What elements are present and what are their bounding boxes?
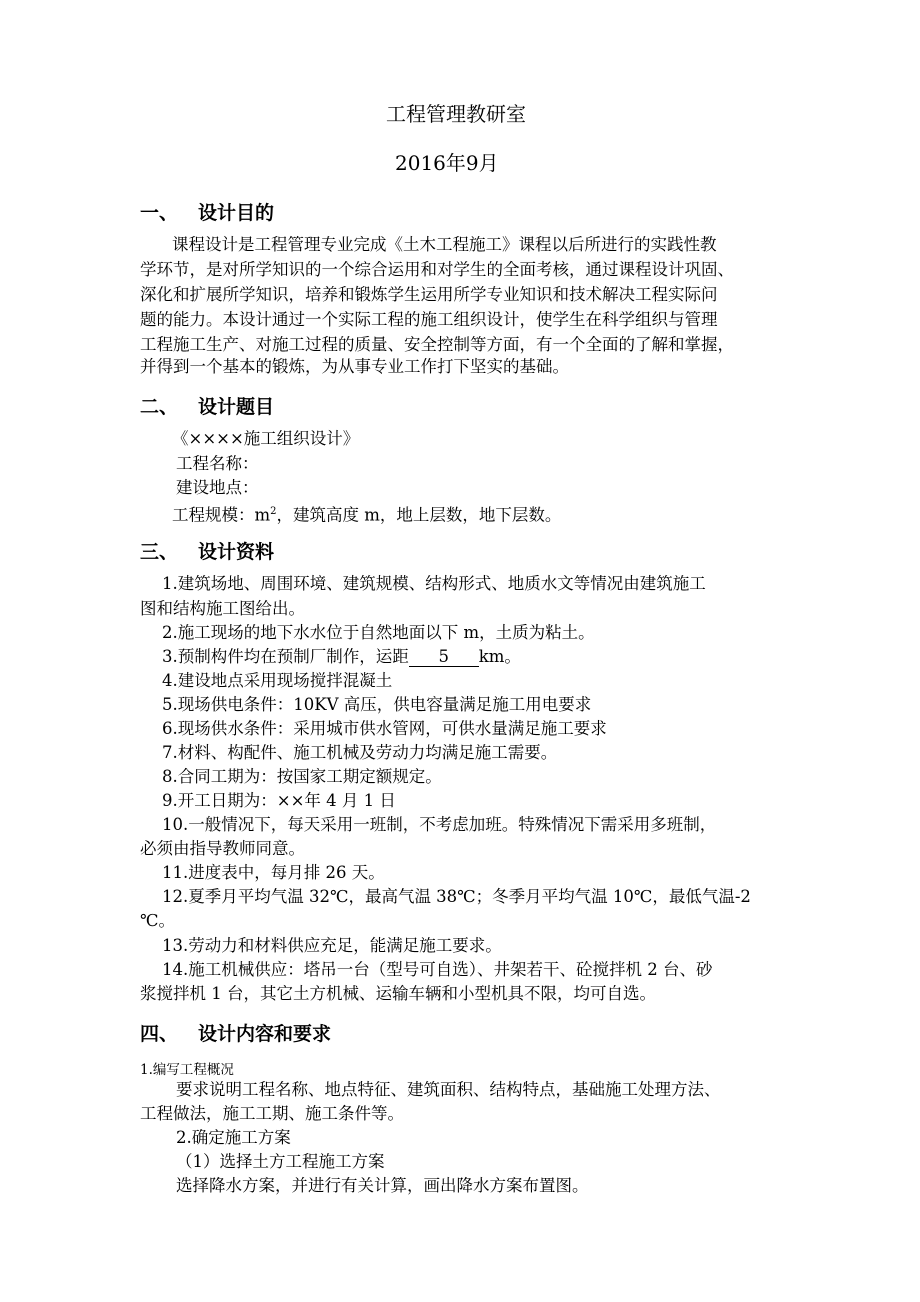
department-title: 工程管理教研室	[386, 102, 526, 126]
location-label: 建设地点：	[176, 478, 259, 497]
content-item-2-1-text: 选择降水方案，并进行有关计算，画出降水方案布置图。	[176, 1176, 589, 1195]
material-item-2: 2.施工现场的地下水水位于自然地面以下 m，土质为粘土。	[162, 623, 595, 642]
material-item-4: 4.建设地点采用现场搅拌混凝土	[162, 671, 393, 690]
section-1-title: 设计目的	[198, 202, 275, 224]
material-item-10: 10.一般情况下，每天采用一班制，不考虑加班。特殊情况下需采用多班制，	[162, 815, 717, 834]
design-topic: 《××××施工组织设计》	[172, 429, 360, 448]
material-item-6: 6.现场供水条件：采用城市供水管网，可供水量满足施工要求	[162, 719, 607, 738]
section-3-heading	[140, 537, 274, 564]
section-1-line: 工程施工生产、对施工过程的质量、安全控制等方面，有一个全面的了解和掌握，	[140, 335, 734, 354]
distance-value: 5	[409, 648, 479, 667]
material-item-1: 1.建筑场地、周围环境、建筑规模、结构形式、地质水文等情况由建筑施工	[162, 574, 706, 593]
section-1-number: 一、	[140, 202, 179, 224]
material-item-7: 7.材料、构配件、施工机械及劳动力均满足施工需要。	[162, 743, 558, 762]
material-item-3	[162, 645, 521, 669]
content-item-1: 1.编写工程概况	[140, 1062, 234, 1078]
material-item-10-cont: 必须由指导教师同意。	[140, 839, 305, 858]
material-item-11: 11.进度表中，每月排 26 天。	[162, 863, 385, 882]
section-1-line: 并得到一个基本的锻炼，为从事专业工作打下坚实的基础。	[140, 357, 569, 376]
material-item-8: 8.合同工期为：按国家工期定额规定。	[162, 767, 442, 786]
scale-prefix: 工程规模：m	[172, 505, 271, 525]
material-item-13: 13.劳动力和材料供应充足，能满足施工要求。	[162, 936, 502, 955]
content-item-2: 2.确定施工方案	[176, 1128, 291, 1147]
material-item-9: 9.开工日期为：××年 4 月 1 日	[162, 791, 396, 810]
section-3-number: 三、	[140, 541, 179, 563]
section-4-heading	[140, 1019, 331, 1046]
scale-superscript: 2	[270, 506, 277, 517]
section-4-title: 设计内容和要求	[198, 1023, 332, 1045]
item-3-suffix: km。	[478, 647, 521, 666]
material-item-14-cont: 浆搅拌机 1 台，其它土方机械、运输车辆和小型机具不限，均可自选。	[140, 984, 656, 1003]
material-item-5: 5.现场供电条件：10KV 高压，供电容量满足施工用电要求	[162, 695, 592, 714]
section-4-number: 四、	[140, 1023, 179, 1045]
material-item-14: 14.施工机械供应：塔吊一台（型号可自选）、井架若干、砼搅拌机 2 台、砂	[162, 960, 713, 979]
scale-suffix: ，建筑高度 m，地上层数，地下层数。	[276, 505, 562, 525]
section-2-heading	[140, 392, 274, 419]
document-date: 2016年9月	[395, 151, 499, 175]
section-1-heading	[140, 198, 274, 225]
project-scale	[172, 500, 561, 528]
item-3-prefix: 3.预制构件均在预制厂制作，运距	[162, 647, 409, 666]
section-1-line: 学环节，是对所学知识的一个综合运用和对学生的全面考核，通过课程设计巩固、	[140, 260, 734, 279]
content-item-1-text: 要求说明工程名称、地点特征、建筑面积、结构特点，基础施工处理方法、	[176, 1080, 721, 1099]
section-2-title: 设计题目	[198, 396, 275, 418]
material-item-12: 12.夏季月平均气温 32℃，最高气温 38℃；冬季月平均气温 10℃，最低气温-2	[162, 887, 751, 906]
section-3-title: 设计资料	[198, 541, 275, 563]
section-1-line: 深化和扩展所学知识，培养和锻炼学生运用所学专业知识和技术解决工程实际问	[140, 285, 718, 304]
project-name-label: 工程名称：	[176, 454, 259, 473]
section-1-line: 题的能力。本设计通过一个实际工程的施工组织设计，使学生在科学组织与管理	[140, 310, 718, 329]
material-item-12-cont: ℃。	[140, 911, 175, 930]
section-1-line: 课程设计是工程管理专业完成《土木工程施工》课程以后所进行的实践性教	[172, 235, 717, 254]
content-item-2-1: （1）选择土方工程施工方案	[176, 1152, 385, 1171]
content-item-1-text-cont: 工程做法，施工工期、施工条件等。	[140, 1104, 404, 1123]
material-item-1-cont: 图和结构施工图给出。	[140, 599, 305, 618]
section-2-number: 二、	[140, 396, 179, 418]
